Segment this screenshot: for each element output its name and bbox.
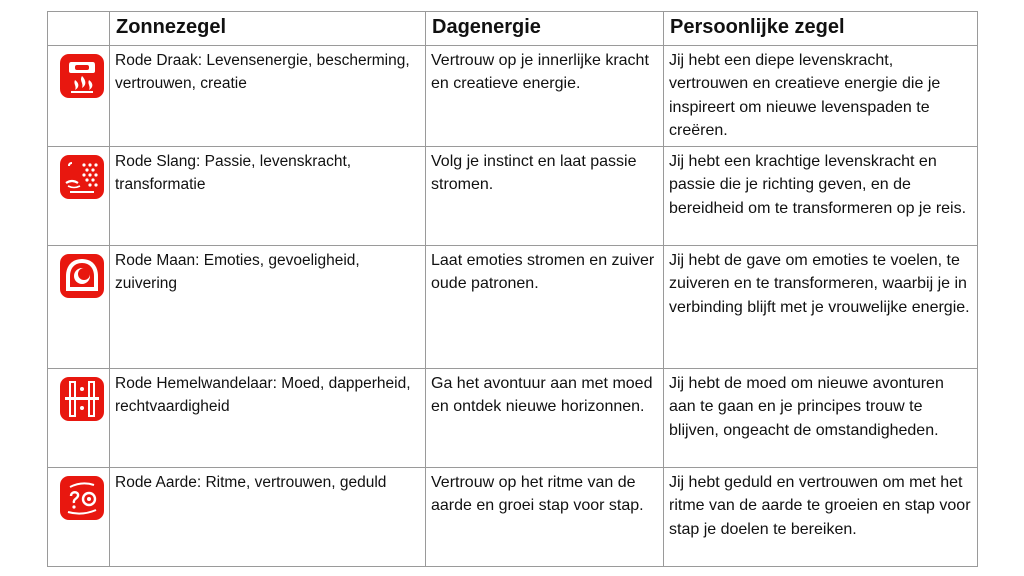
- header-icon-column: [48, 12, 110, 46]
- personal-seal-cell: Jij hebt de gave om emoties te voelen, te zuiveren en te transformeren, waarbij je in verbinding blijft met je vrouwelijke energie.: [664, 246, 978, 369]
- header-dagenergie: Dagenergie: [426, 12, 664, 46]
- seal-cell: Rode Maan: Emoties, gevoeligheid, zuivering: [110, 246, 426, 369]
- day-energy-cell: Volg je instinct en laat passie stromen.: [426, 147, 664, 246]
- icon-cell: [48, 46, 110, 147]
- seal-cell: Rode Slang: Passie, levenskracht, transformatie: [110, 147, 426, 246]
- red-skywalker-icon: [60, 377, 104, 421]
- table-row: [48, 147, 978, 246]
- seal-cell: Rode Aarde: Ritme, vertrouwen, geduld: [110, 468, 426, 567]
- icon-cell: [48, 246, 110, 369]
- red-moon-icon: [60, 254, 104, 298]
- table-row: [48, 468, 978, 567]
- header-zonnezegel: Zonnezegel: [110, 12, 426, 46]
- day-energy-cell: Ga het avontuur aan met moed en ontdek nieuwe horizonnen.: [426, 369, 664, 468]
- personal-seal-cell: Jij hebt de moed om nieuwe avonturen aan te gaan en je principes trouw te blijven, ongeacht de omstandigheden.: [664, 369, 978, 468]
- icon-cell: [48, 369, 110, 468]
- day-energy-cell: Vertrouw op het ritme van de aarde en groei stap voor stap.: [426, 468, 664, 567]
- personal-seal-cell: Jij hebt een krachtige levenskracht en passie die je richting geven, en de bereidheid om te transformeren op je reis.: [664, 147, 978, 246]
- table-row: [48, 46, 978, 147]
- day-energy-cell: Vertrouw op je innerlijke kracht en creatieve energie.: [426, 46, 664, 147]
- icon-cell: [48, 468, 110, 567]
- sun-seals-table: [47, 11, 978, 567]
- table-row: [48, 246, 978, 369]
- day-energy-cell: Laat emoties stromen en zuiver oude patronen.: [426, 246, 664, 369]
- personal-seal-cell: Jij hebt geduld en vertrouwen om met het ritme van de aarde te groeien en stap voor stap je doelen te bereiken.: [664, 468, 978, 567]
- header-persoonlijke-zegel: Persoonlijke zegel: [664, 12, 978, 46]
- icon-cell: [48, 147, 110, 246]
- seal-cell: Rode Hemelwandelaar: Moed, dapperheid, rechtvaardigheid: [110, 369, 426, 468]
- personal-seal-cell: Jij hebt een diepe levenskracht, vertrouwen en creatieve energie die je inspireert om nieuwe levenspaden te creëren.: [664, 46, 978, 147]
- header-row: [48, 12, 978, 46]
- table-row: [48, 369, 978, 468]
- red-earth-icon: [60, 476, 104, 520]
- red-dragon-flame-icon: [60, 54, 104, 98]
- seal-cell: Rode Draak: Levensenergie, bescherming, vertrouwen, creatie: [110, 46, 426, 147]
- red-serpent-icon: [60, 155, 104, 199]
